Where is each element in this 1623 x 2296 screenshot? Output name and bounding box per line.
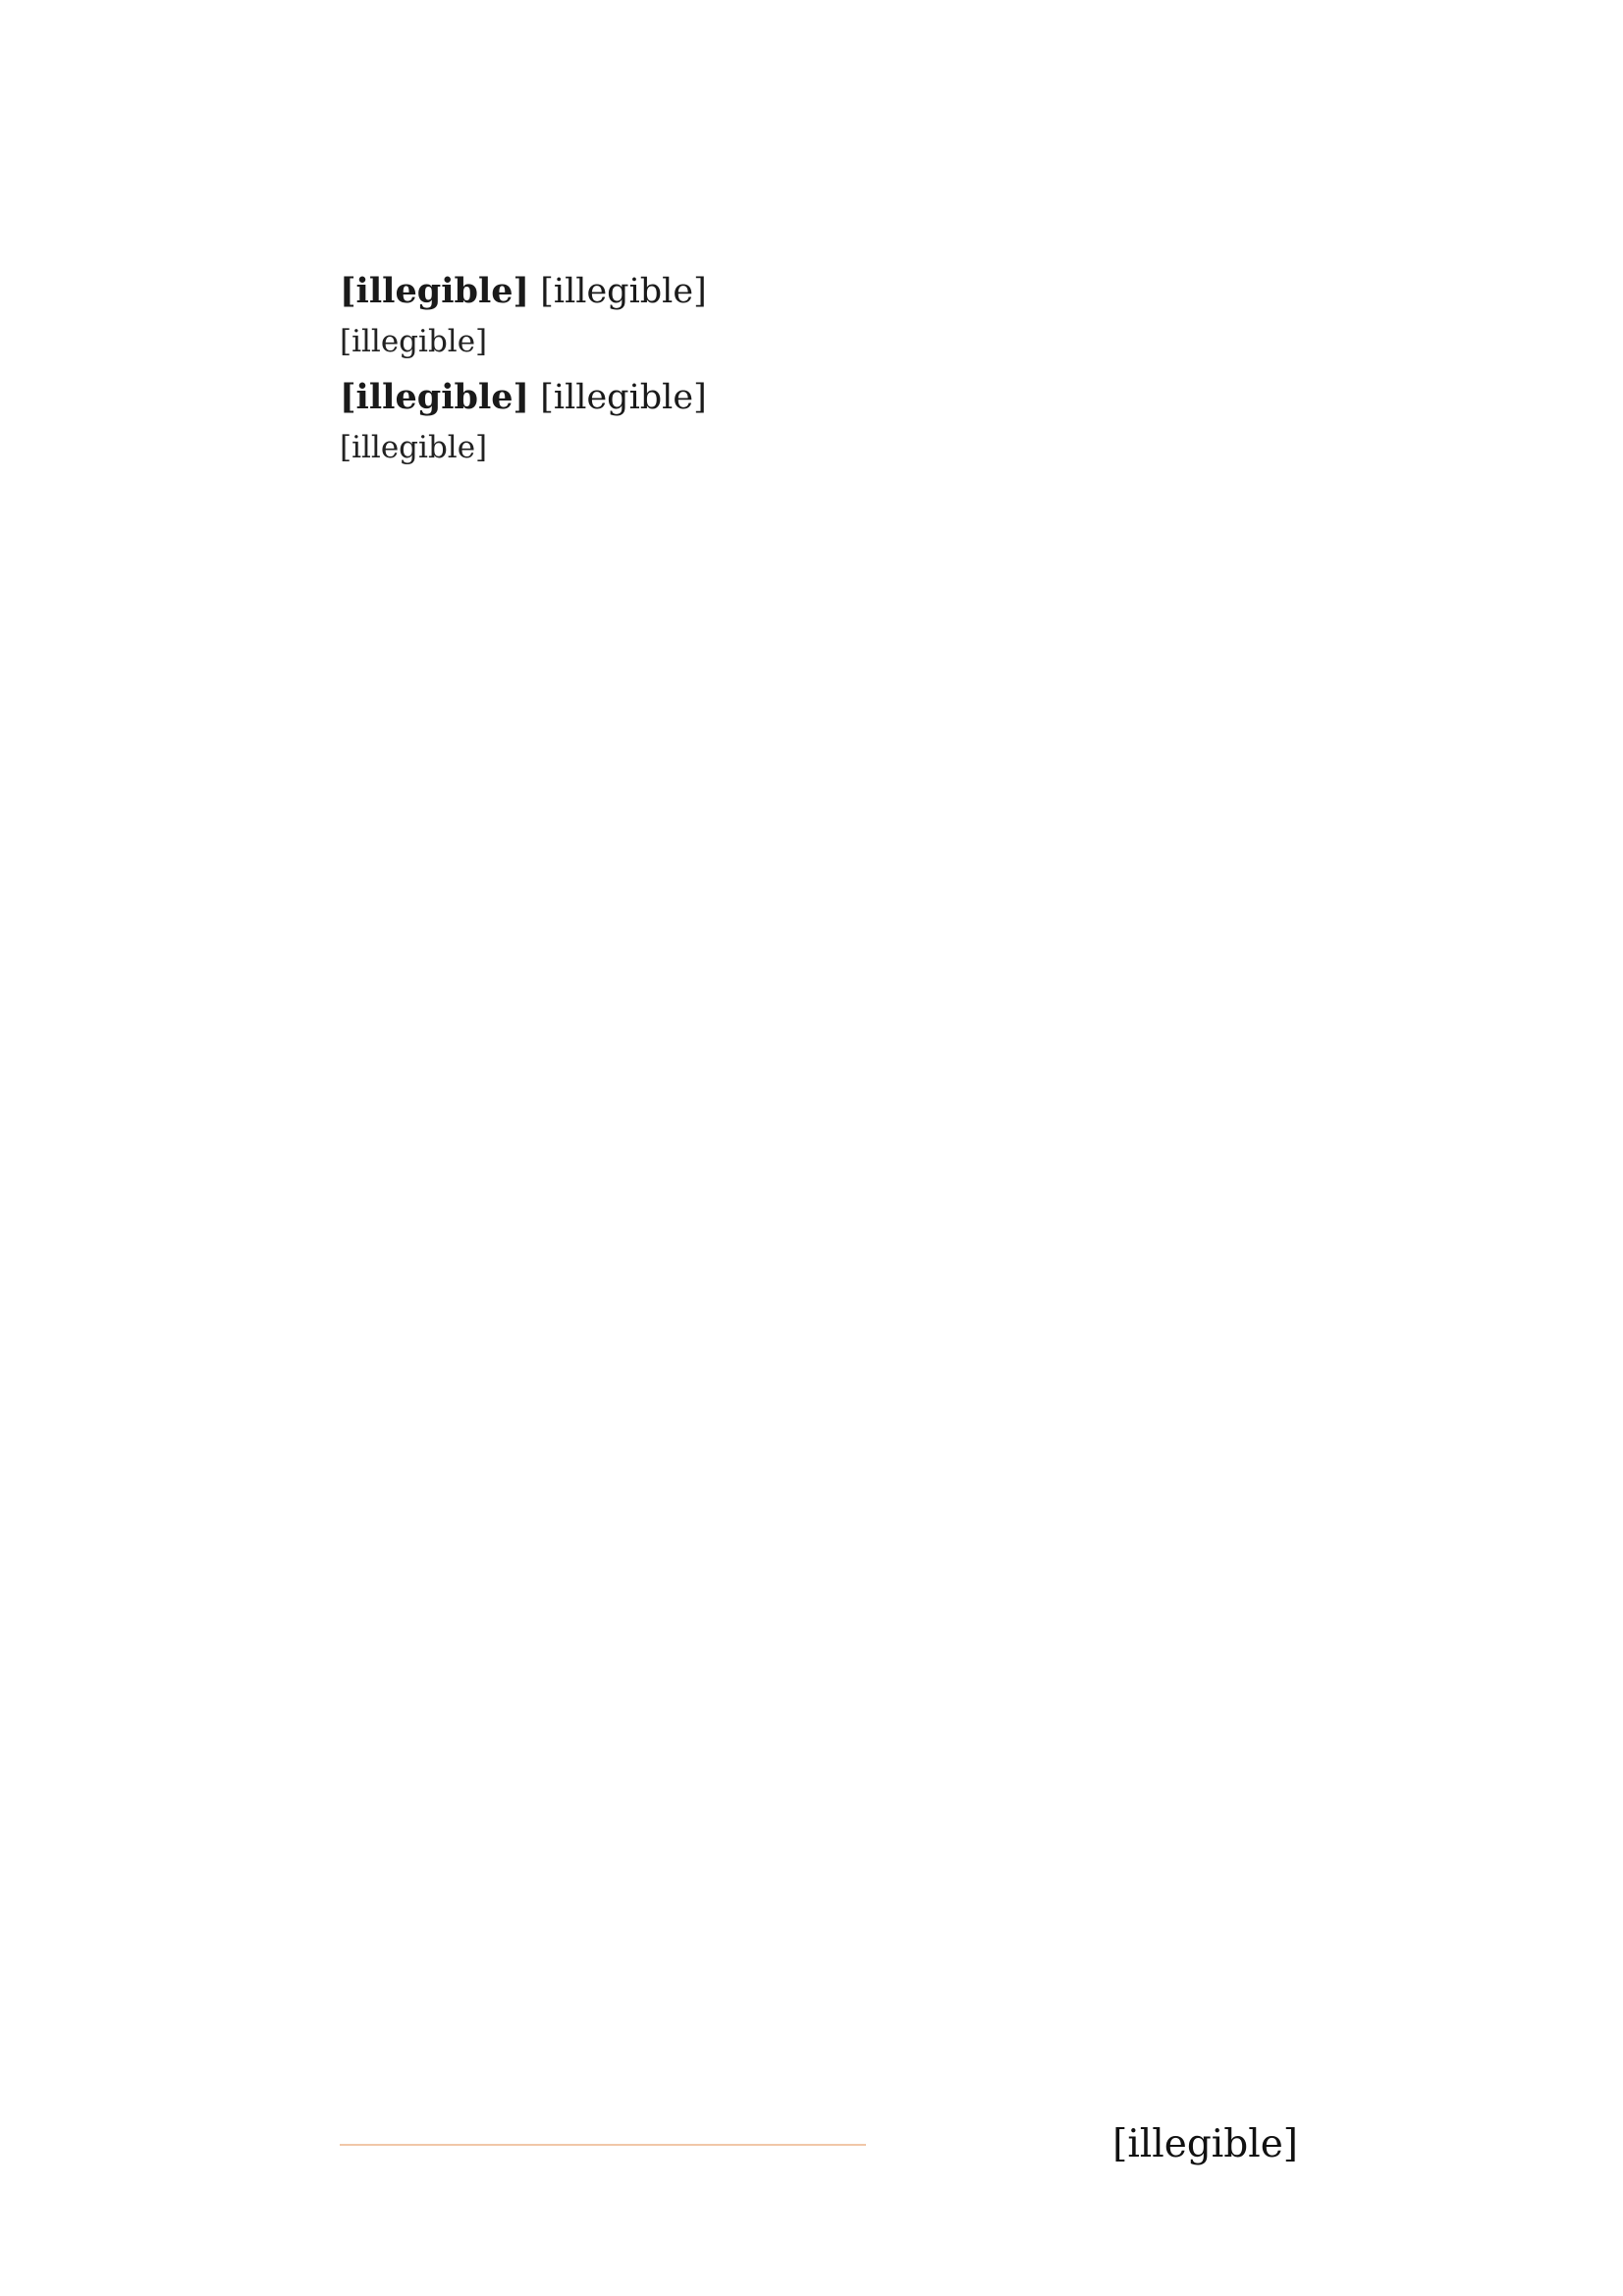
entry-text: [illegible]	[540, 378, 707, 417]
entry	[340, 271, 1298, 312]
entry-headword: [illegible]	[340, 377, 530, 417]
page-footer	[340, 2120, 1298, 2169]
footer-rule	[340, 2144, 866, 2146]
entry-headword: [illegible]	[340, 271, 530, 311]
entry-bibliography: [illegible]	[340, 324, 488, 359]
entry-bibliography: [illegible]	[340, 430, 488, 465]
entry-text: [illegible]	[540, 272, 707, 311]
entry	[340, 377, 1298, 418]
dictionary-page	[340, 271, 1298, 483]
footer-title: [illegible]	[1112, 2122, 1298, 2166]
